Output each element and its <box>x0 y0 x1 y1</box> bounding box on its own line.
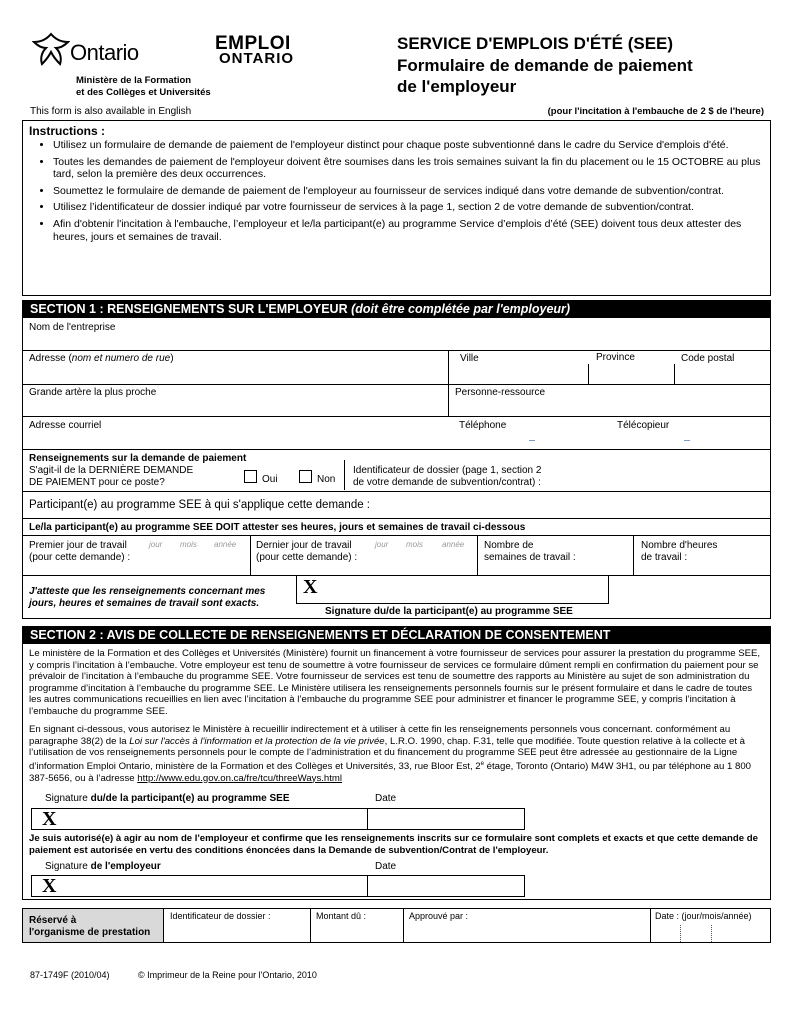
last-day-day-field[interactable] <box>368 537 398 573</box>
weeks-field[interactable] <box>582 537 632 573</box>
instruction-item: • Afin d'obtenir l'incitation à l'embauche, l’employeur et le/la participant(e) au programme Service d’emplois d’été (SEE) doivent tous deux attester des heures, jours et semaines de travail. <box>53 218 762 243</box>
ontario-wordmark: Ontario <box>70 40 139 65</box>
participant-date-label: Date <box>375 793 397 804</box>
main-street-label: Grande artère la plus proche <box>29 387 157 398</box>
fax-field[interactable] <box>607 417 770 449</box>
month-hint: mois <box>406 540 423 549</box>
divider <box>22 491 771 492</box>
file-id-label-line1: Identificateur de dossier (page 1, section 2 <box>353 465 542 476</box>
fax-separator-icon <box>684 440 690 441</box>
privacy-paragraph-1: Le ministère de la Formation et des Collèges et Universités (Ministère) fournit un financement à votre fournisseur de services pour assurer la prestation du programme SEE, y compris l’incitation à l’embauche. Votre employeur est tenu de soumettre à votre fournisseur de services ce formulaire dûment rempli en confirmation du paiement pour se prévaloir de l’incitation à l’embauche du programme SEE. Votre fournisseur de services est tenu de soumettre des rapports au Ministère au sujet de son administration du programme d’incitation à l’embauche du programme SEE. Le Ministère utilisera les renseignements personnels fournis sur le présent formulaire et dans le cadre de toutes les autres communications recueillies en lien avec l’incitation à l’embauche du programme SEE pour administrer et financer le programme SEE, y compris l’incitation à l’embauche du programme SEE. <box>29 648 761 717</box>
employer-signature-field[interactable] <box>31 875 368 897</box>
signature-x-icon: X <box>42 808 57 830</box>
ministry-name-line1: Ministère de la Formation <box>76 75 192 86</box>
emploi-ontario-logo <box>215 33 295 67</box>
instruction-item: • Utilisez un formulaire de demande de paiement de l'employeur distinct pour chaque poste subventionné dans le cadre du Service d'emplois d'été. <box>53 139 762 152</box>
phone-separator-icon <box>529 440 535 441</box>
weeks-label-line2: semaines de travail : <box>484 552 576 563</box>
divider <box>477 535 478 575</box>
incentive-note: (pour l'incitation à l'embauche de 2 $ de l'heure) <box>547 106 764 117</box>
english-version-note: This form is also available in English <box>30 106 192 117</box>
address-label-note: nom et numero de rue <box>71 353 171 364</box>
participant-consent-date-field[interactable] <box>367 808 525 830</box>
attest-title: Le/la participant(e) au programme SEE DOIT attester ses heures, jours et semaines de travail ci-dessous <box>29 522 526 533</box>
privacy-superscript: e <box>480 760 484 767</box>
reserved-approved-field[interactable] <box>404 909 649 942</box>
file-id-label-line2: de votre demande de subvention/contrat) : <box>353 477 541 488</box>
reserved-label-line1: Réservé à <box>29 915 77 926</box>
signature-x-icon: X <box>303 576 318 598</box>
trillium-icon <box>32 28 70 68</box>
section1-header <box>22 300 771 318</box>
date-separator <box>680 925 681 942</box>
first-day-label-line1: Premier jour de travail <box>29 540 127 551</box>
signature-who: de l'employeur <box>90 861 161 872</box>
form-title-line2: Formulaire de demande de paiement <box>397 56 693 75</box>
form-title-line3: de l'employeur <box>397 77 517 96</box>
instruction-item: • Toutes les demandes de paiement de l'employeur doivent être soumises dans les trois semaines suivant la fin du placement ou le 15 OCTOBRE au plus tard, selon la première des deux occurrences. <box>53 156 762 181</box>
reserved-date-label: Date : (jour/mois/année) <box>655 911 752 921</box>
first-day-year-field[interactable] <box>209 537 249 573</box>
info-link[interactable]: http://www.edu.gov.on.ca/fre/tcu/threeWays.html <box>137 772 343 784</box>
signature-prefix: Signature <box>45 793 91 804</box>
instruction-item: • Soumettez le formulaire de demande de paiement de l'employeur au fournisseur de services indiqué dans votre demande de subvention/contrat. <box>53 185 762 198</box>
year-hint: année <box>214 540 237 549</box>
instructions-box <box>22 120 771 296</box>
postal-code-field[interactable] <box>675 351 770 384</box>
first-day-label-line2: (pour cette demande) : <box>29 552 131 563</box>
last-day-month-field[interactable] <box>399 537 435 573</box>
reserved-file-id-label: Identificateur de dossier : <box>170 911 271 921</box>
city-field[interactable] <box>449 351 587 384</box>
divider <box>22 518 771 519</box>
emploi-logo-line2: ONTARIO <box>219 50 295 67</box>
section2-header: SECTION 2 : AVIS DE COLLECTE DE RENSEIGNEMENTS ET DÉCLARATION DE CONSENTEMENT <box>22 626 771 644</box>
instruction-item: • Utilisez l’identificateur de dossier indiqué par votre fournisseur de services à la page 1, section 2 de votre demande de subvention/contrat. <box>53 201 762 214</box>
day-hint: jour <box>375 540 389 549</box>
yes-checkbox[interactable] <box>244 470 257 483</box>
main-street-field[interactable] <box>23 385 447 416</box>
copyright: © Imprimeur de la Reine pour l'Ontario, 2010 <box>138 970 317 980</box>
form-title-line1: SERVICE D'EMPLOIS D'ÉTÉ (SEE) <box>397 34 674 53</box>
attest-statement-line1: J'atteste que les renseignements concernant mes <box>29 586 266 597</box>
day-hint: jour <box>149 540 163 549</box>
employer-sig-label <box>45 861 161 872</box>
participant-signature-field[interactable] <box>297 576 608 603</box>
participant-signature-label: Signature du/de la participant(e) au programme SEE <box>325 606 573 617</box>
no-label: Non <box>317 474 336 485</box>
province-field[interactable] <box>589 351 673 384</box>
privacy-text: étage, Toronto (Ontario) M4W 3H1, ou par téléphone au 1 800 387-5656, ou à l’adresse <box>29 760 752 784</box>
hours-label-line2: de travail : <box>641 552 688 563</box>
divider <box>250 535 251 575</box>
month-hint: mois <box>180 540 197 549</box>
ministry-name-line2: et des Collèges et Universités <box>76 87 211 98</box>
last-request-question-line2: DE PAIEMENT pour ce poste? <box>29 477 165 488</box>
signature-line <box>296 603 609 604</box>
email-label: Adresse courriel <box>29 420 102 431</box>
hours-field[interactable] <box>700 537 769 573</box>
reserved-label-line2: l'organisme de prestation <box>29 927 151 938</box>
email-field[interactable] <box>23 417 447 449</box>
last-day-label-line1: Dernier jour de travail <box>256 540 352 551</box>
company-name-label: Nom de l'entreprise <box>29 322 116 333</box>
province-label: Province <box>596 352 635 363</box>
participant-label: Participant(e) au programme SEE à qui s'applique cette demande : <box>29 499 370 511</box>
signature-who: du/de la participant(e) au programme SEE <box>90 793 290 804</box>
section1-title: SECTION 1 : RENSEIGNEMENTS SUR L'EMPLOYEUR <box>30 302 348 316</box>
first-day-month-field[interactable] <box>173 537 208 573</box>
employer-declaration: Je suis autorisé(e) à agir au nom de l'employeur et confirme que les renseignements inscrits sur ce formulaire sont complets et exacts et que cette demande de paiement est autorisée en vertu des conditions énoncées dans la Demande de subvention/Contrat de l'employeur. <box>29 833 758 856</box>
signature-prefix: Signature <box>45 861 91 872</box>
ontario-logo <box>32 28 162 72</box>
employer-date-field[interactable] <box>367 875 525 897</box>
instructions-list <box>29 139 762 247</box>
phone-field[interactable] <box>449 417 605 449</box>
signature-x-icon: X <box>42 875 57 897</box>
hours-label-line1: Nombre d'heures <box>641 540 718 551</box>
reserved-amount-field[interactable] <box>311 909 402 942</box>
employer-date-label: Date <box>375 861 397 872</box>
company-name-field[interactable] <box>23 320 770 350</box>
postal-code-label: Code postal <box>681 353 735 364</box>
fax-label: Télécopieur <box>617 420 670 431</box>
privacy-law-title: Loi sur l'accès à l'information et la protection de la vie privée <box>129 735 385 747</box>
first-day-day-field[interactable] <box>142 537 172 573</box>
divider <box>22 449 771 450</box>
no-checkbox[interactable] <box>299 470 312 483</box>
address-field[interactable] <box>23 351 447 384</box>
reserved-approved-label: Approuvé par : <box>409 911 469 921</box>
privacy-text: En signant ci-dessous, vous autorisez le Ministère à recueillir indirectement et à utiliser à cette fin les renseignements personnels vous concernant. conformément au paragraphe 38(2) de la <box>29 724 731 747</box>
participant-consent-signature-field[interactable] <box>31 808 368 830</box>
section1-title-note: (doit être complétée par l'employeur) <box>351 302 571 316</box>
privacy-paragraph-2 <box>29 724 767 784</box>
reserved-amount-label: Montant dû : <box>316 911 367 921</box>
attest-statement-line2: jours, heures et semaines de travail sont exacts. <box>29 598 260 609</box>
last-day-year-field[interactable] <box>436 537 476 573</box>
yes-label: Oui <box>262 474 278 485</box>
last-day-label-line2: (pour cette demande) : <box>256 552 358 563</box>
participant-sig-label <box>45 793 290 804</box>
divider <box>344 460 345 490</box>
file-id-field[interactable] <box>555 462 769 490</box>
contact-person-field[interactable] <box>449 385 770 416</box>
city-label: Ville <box>460 353 479 364</box>
privacy-text: , L.R.O. 1990, chap. F.31, telle que modifiée. Toute question relative à la collecte et à l’utilisation de vos renseignements personnels pour le compte de l’administration et du financement du programme SEE peut être adressée au gestionnaire de la Ligne d’information Emploi Ontario, ministère de la Formation et des Collèges et Universités, 33, rue Bloor Est, 2 <box>29 735 745 772</box>
address-label-text: Adresse ( <box>29 353 72 364</box>
last-request-question-line1: S'agit-il de la DERNIÈRE DEMANDE <box>29 465 194 476</box>
reserved-file-id-field[interactable] <box>163 909 309 942</box>
phone-label: Téléphone <box>459 420 507 431</box>
address-label-close: ) <box>170 353 174 364</box>
divider <box>608 575 609 603</box>
emploi-logo-line1: EMPLOI <box>215 33 291 54</box>
weeks-label-line1: Nombre de <box>484 540 534 551</box>
participant-field[interactable] <box>380 493 769 517</box>
year-hint: année <box>442 540 465 549</box>
date-separator <box>711 925 712 942</box>
contact-person-label: Personne-ressource <box>455 387 546 398</box>
payment-info-title: Renseignements sur la demande de paiement <box>29 453 247 464</box>
instructions-title: Instructions : <box>29 124 106 138</box>
divider <box>633 535 634 575</box>
divider <box>22 535 771 536</box>
form-number: 87-1749F (2010/04) <box>30 970 110 980</box>
